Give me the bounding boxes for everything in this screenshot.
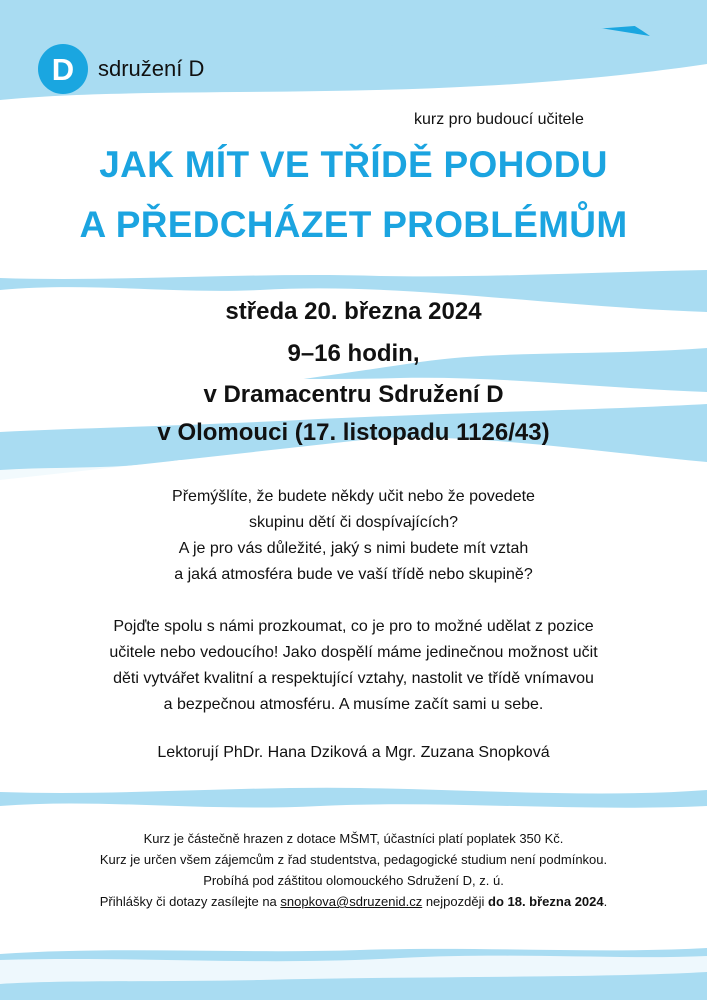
footer-line-4	[0, 891, 707, 912]
footer-line-4-prefix: Přihlášky či dotazy zasílejte na	[99, 894, 281, 909]
description-line: učitele nebo vedoucího! Jako dospělí máme jedinečnou možnost učit	[109, 644, 598, 661]
intro-paragraph	[0, 484, 707, 588]
footer-line-2: Kurz je určen všem zájemcům z řad studentstva, pedagogické studium není podmínkou.	[99, 852, 608, 867]
description-paragraph	[0, 614, 707, 718]
event-address: v Olomouci (17. listopadu 1126/43)	[157, 419, 550, 446]
description-line: a bezpečnou atmosféru. A musíme začít sami u sebe.	[163, 696, 544, 713]
footer-line-3: Probíhá pod záštitou olomouckého Sdružení D, z. ú.	[203, 873, 504, 888]
footer-line-4-suffix: .	[603, 894, 608, 909]
lecturers: Lektorují PhDr. Hana Dziková a Mgr. Zuzana Snopková	[157, 744, 550, 761]
footer-line-1: Kurz je částečně hrazen z dotace MŠMT, účastníci platí poplatek 350 Kč.	[143, 831, 564, 846]
intro-line: A je pro vás důležité, jaký s nimi budete mít vztah	[178, 540, 529, 557]
intro-line: a jaká atmosféra bude ve vaší třídě nebo skupině?	[174, 566, 533, 583]
email-link[interactable]: snopkova@sdruzenid.cz	[280, 894, 423, 909]
event-venue: v Dramacentru Sdružení D	[203, 381, 504, 408]
event-date: středa 20. března 2024	[225, 298, 482, 325]
description-line: Pojďte spolu s námi prozkoumat, co je pro to možné udělat z pozice	[113, 618, 594, 635]
title-line-2: A PŘEDCHÁZET PROBLÉMŮM	[79, 204, 628, 245]
deadline: do 18. března 2024	[488, 894, 604, 909]
title-line-1: JAK MÍT VE TŘÍDĚ POHODU	[99, 144, 608, 185]
logo-text: sdružení D	[98, 56, 205, 81]
intro-line: Přemýšlíte, že budete někdy učit nebo že povedete	[172, 488, 535, 505]
sdruzeni-d-logo	[38, 44, 204, 94]
footer-line-4-middle: nejpozději	[422, 894, 488, 909]
course-subtitle: kurz pro budoucí učitele	[414, 111, 584, 128]
logo-mark: D	[38, 44, 88, 94]
event-time: 9–16 hodin,	[287, 340, 420, 367]
intro-line: skupinu dětí či dospívajících?	[248, 514, 458, 531]
description-line: děti vytvářet kvalitní a respektující vztahy, nastolit ve třídě vnímavou	[113, 670, 594, 687]
footer	[0, 828, 707, 912]
